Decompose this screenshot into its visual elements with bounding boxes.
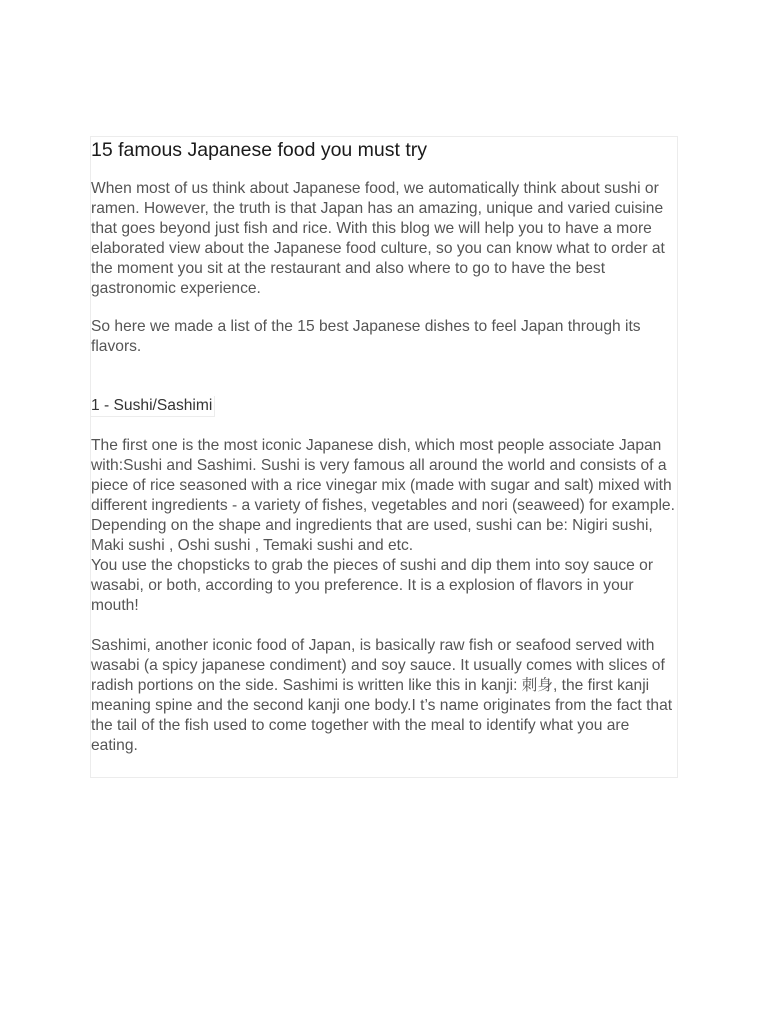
- article-title: 15 famous Japanese food you must try: [91, 139, 428, 161]
- chopsticks-paragraph: You use the chopsticks to grab the pieces of sushi and dip them into soy sauce or wasabi, or both, according to you preference. It is a explosion of flavors in your mouth!: [91, 557, 654, 614]
- article-body: [91, 136, 677, 756]
- sashimi-paragraph: Sashimi, another iconic food of Japan, is basically raw fish or seafood served with wasabi (a spicy japanese condiment) and soy sauce. It usually comes with slices of radish portions on the side. Sashimi is written like this in kanji: 刺身, the first kanji meaning spine and the second kanji one body.I t’s name originates from the fact that the tail of the fish used to come together with the meal to identify what you are eating.: [91, 637, 673, 754]
- list-intro-paragraph: So here we made a list of the 15 best Japanese dishes to feel Japan through its flavors.: [91, 318, 641, 355]
- section-heading-sushi-sashimi: 1 - Sushi/Sashimi: [91, 396, 215, 417]
- intro-paragraph: When most of us think about Japanese food, we automatically think about sushi or ramen. However, the truth is that Japan has an amazing, unique and varied cuisine that goes beyond just fish and rice. With this blog we will help you to have a more elaborated view about the Japanese food culture, so you can know what to order at the moment you sit at the restaurant and also where to go to have the best gastronomic experience.: [91, 180, 665, 297]
- sushi-paragraph: The first one is the most iconic Japanese dish, which most people associate Japan with:Sushi and Sashimi. Sushi is very famous all around the world and consists of a piece of rice seasoned with a rice vinegar mix (made with sugar and salt) mixed with different ingredients - a variety of fishes, vegetables and nori (seaweed) for example. Depending on the shape and ingredients that are used, sushi can be: Nigiri sushi, Maki sushi , Oshi sushi , Temaki sushi and etc.: [91, 437, 675, 554]
